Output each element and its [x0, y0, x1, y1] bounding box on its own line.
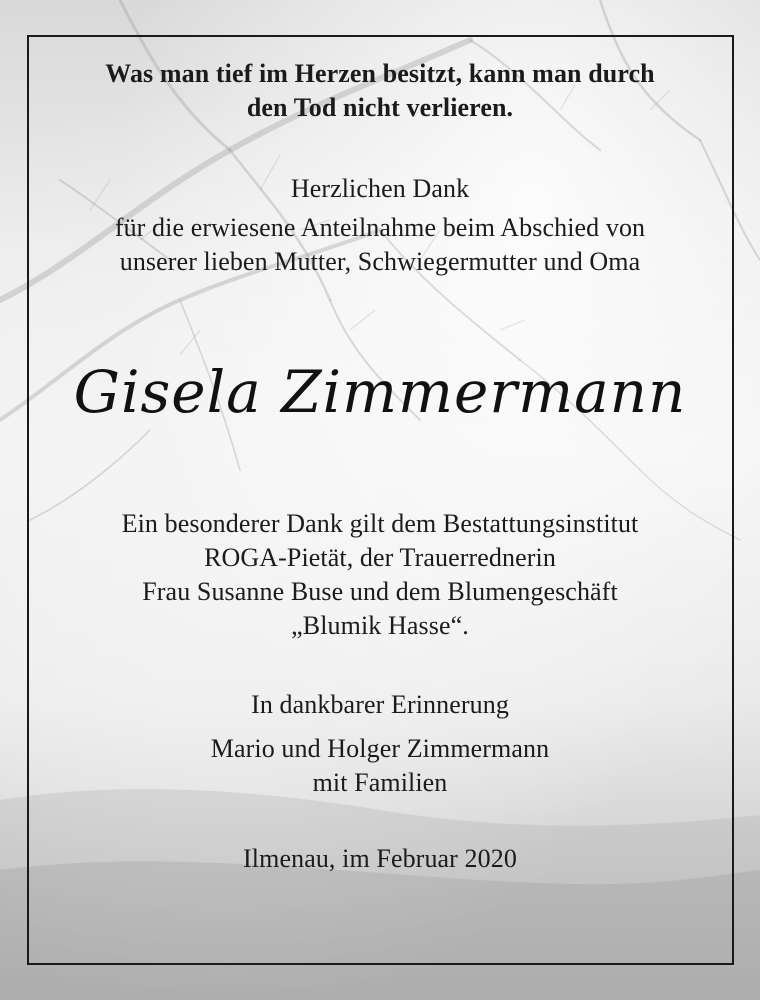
motto-quote — [0, 57, 760, 125]
thanks-line-2: unserer lieben Mutter, Schwiegermutter und Oma — [119, 247, 641, 276]
special-thanks-line-4: „Blumik Hasse“. — [291, 611, 469, 640]
closing-section — [0, 688, 760, 800]
motto-line-1: Was man tief im Herzen besitzt, kann man durch — [105, 59, 655, 88]
signatories-line-2: mit Familien — [312, 768, 448, 797]
special-thanks-section — [0, 507, 760, 643]
special-thanks-line-1: Ein besonderer Dank gilt dem Bestattungsinstitut — [121, 509, 639, 538]
special-thanks-line-2: ROGA-Pietät, der Trauerrednerin — [204, 543, 556, 572]
closing-heading: In dankbarer Erinnerung — [251, 690, 509, 719]
signatories-line-1: Mario und Holger Zimmermann — [210, 734, 550, 763]
special-thanks-line-3: Frau Susanne Buse und dem Blumengeschäft — [142, 577, 618, 606]
place-and-date: Ilmenau, im Februar 2020 — [243, 844, 517, 873]
thanks-section — [0, 172, 760, 279]
thanks-heading: Herzlichen Dank — [290, 174, 470, 203]
thanks-line-1: für die erwiesene Anteilnahme beim Abschied von — [114, 213, 646, 242]
deceased-name: Gisela Zimmermann — [73, 358, 687, 426]
motto-line-2: den Tod nicht verlieren. — [246, 93, 514, 122]
